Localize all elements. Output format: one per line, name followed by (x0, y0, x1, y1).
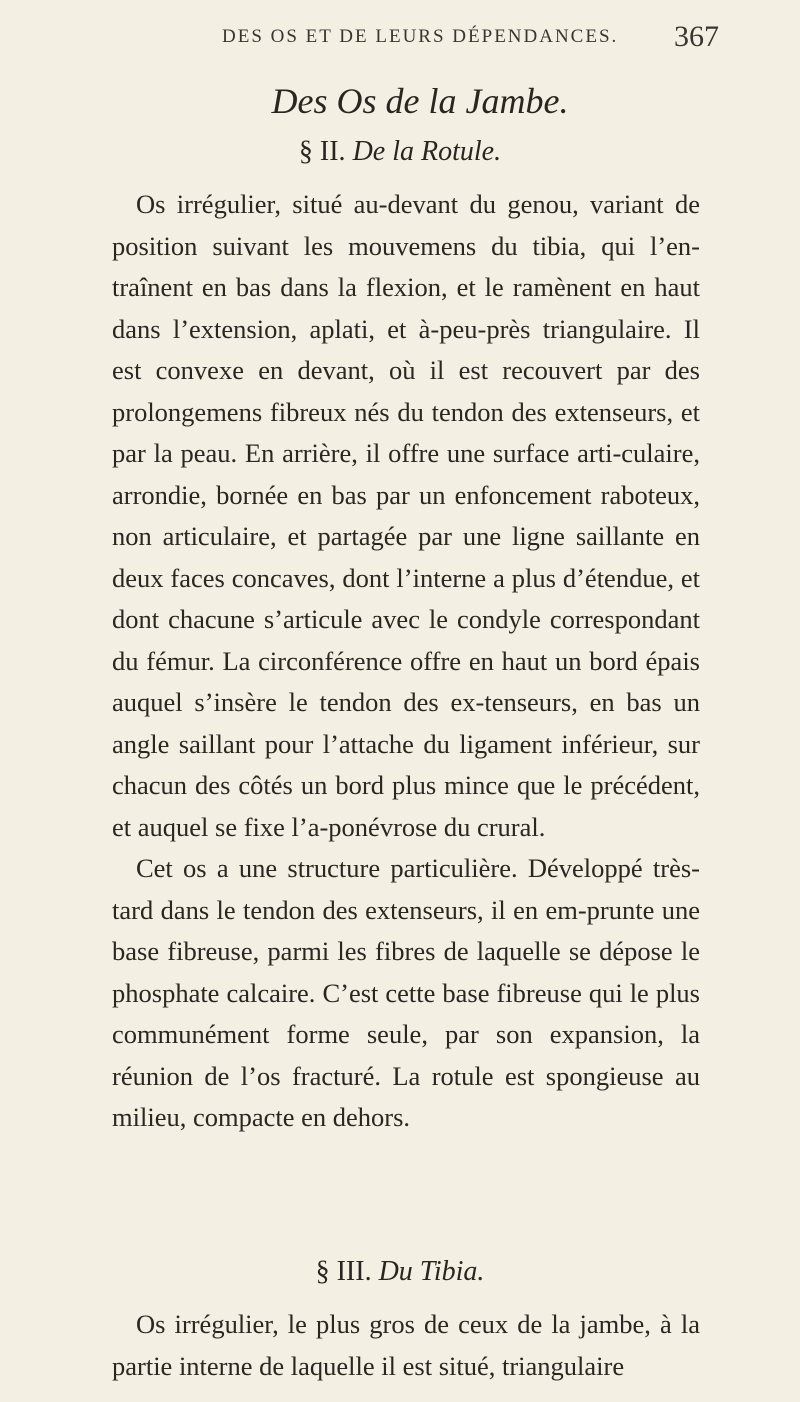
section-heading-tibia (0, 1256, 800, 1288)
paragraph: Os irrégulier, le plus gros de ceux de la jambe, à la partie interne de laquelle il est situé, triangulaire (112, 1309, 700, 1381)
page-number: 367 (674, 20, 719, 53)
paragraph: Os irrégulier, situé au-devant du genou, variant de position suivant les mouvemens du tibia, qui l’en-traînent en bas dans la flexion, et le ramènent en haut dans l’extension, aplati, et à-peu-près triangulaire. Il est convexe en devant, où il est recouvert par des prolongemens fibreux nés du tendon des extenseurs, et par la peau. En arrière, il offre une surface arti-culaire, arrondie, bornée en bas par un enfoncement raboteux, non articulaire, et partagée par une ligne saillante en deux faces concaves, dont l’interne a plus d’étendue, et dont chacune s’articule avec le condyle correspondant du fémur. La circonférence offre en haut un bord épais auquel s’insère le tendon des ex-tenseurs, en bas un angle saillant pour l’attache du ligament inférieur, sur chacun des côtés un bord plus mince que le précédent, et auquel se fixe l’a-ponévrose du crural. (112, 189, 700, 842)
section-title: Du Tibia. (378, 1256, 485, 1287)
section-title: De la Rotule. (352, 136, 502, 167)
section-number: § III. (315, 1256, 372, 1287)
chapter-title: Des Os de la Jambe. (271, 81, 569, 121)
running-head (0, 20, 800, 66)
paragraph: Cet os a une structure particulière. Développé très-tard dans le tendon des extenseurs, il en em-prunte une base fibreuse, parmi les fibres de laquelle se dépose le phosphate calcaire. C’est cette base fibreuse qui le plus communément forme seule, par son expansion, la réunion de l’os fracturé. La rotule est spongieuse au milieu, compacte en dehors. (112, 853, 700, 1132)
section-body-rotule (112, 184, 700, 1139)
section-heading-rotule (0, 136, 800, 168)
running-title: DES OS ET DE LEURS DÉPENDANCES. (222, 26, 619, 47)
section-number: § II. (298, 136, 346, 167)
section-body-tibia (112, 1304, 700, 1387)
